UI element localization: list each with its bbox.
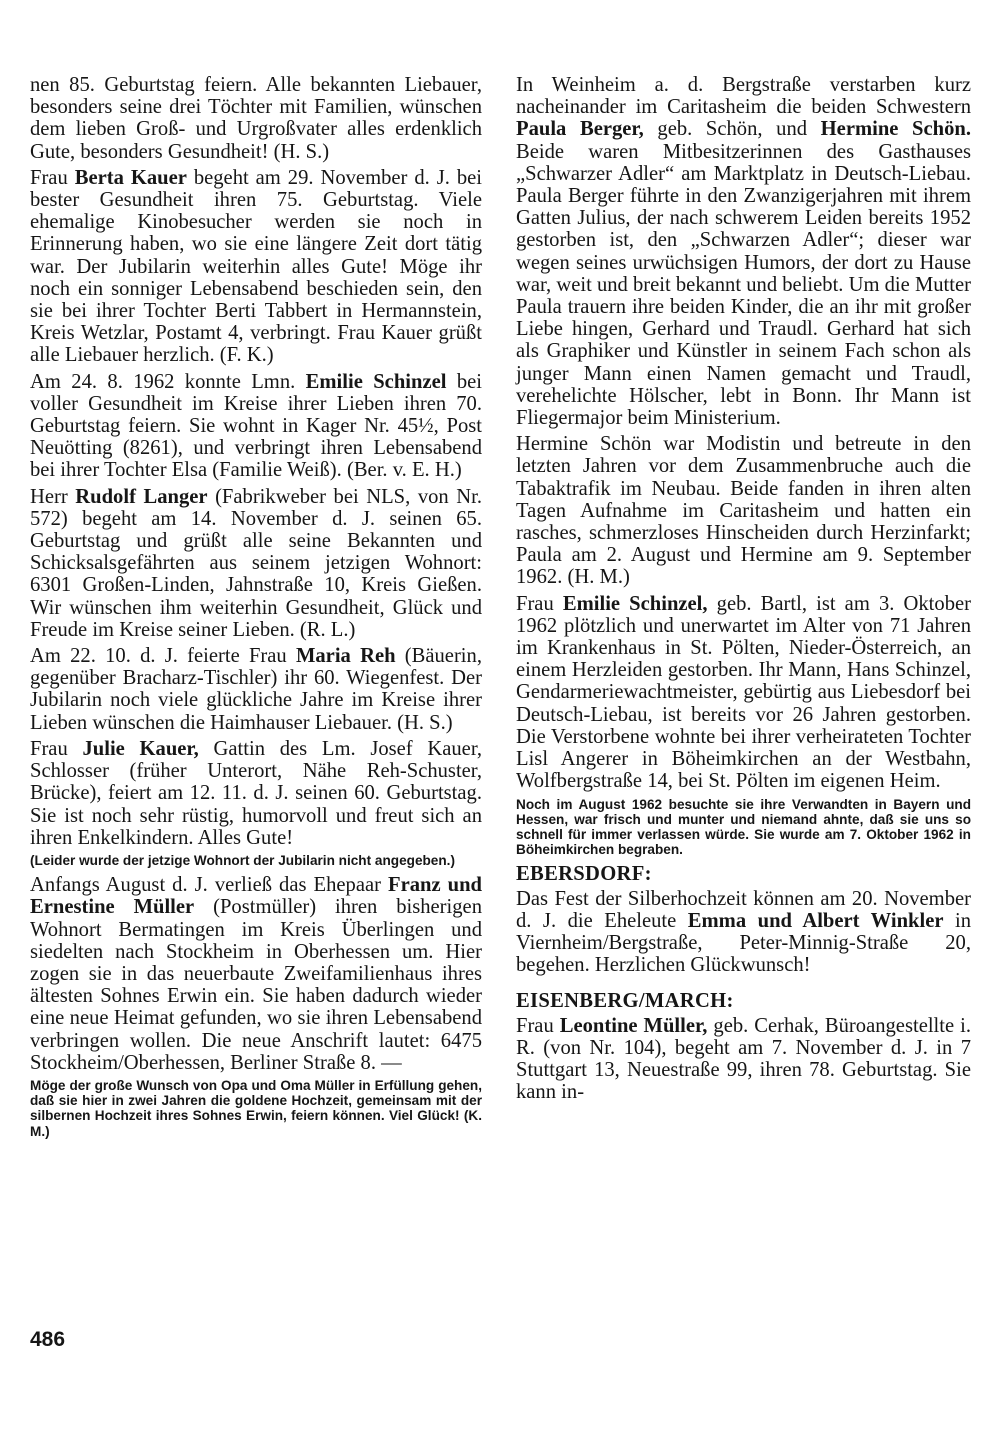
left-column (30, 74, 482, 1145)
paragraph-text: nen 85. Geburtstag feiern. Alle bekannten Liebauer, besonders seine drei Töchter mit Familien, wünschen dem lieben Groß- und Urgroßvater alles erdenklich Gute, besonders Gesundheit! (H. S.) (30, 74, 482, 163)
person-name: Paula Berger, (516, 118, 644, 141)
section-heading-ebersdorf: EBERSDORF: (516, 863, 652, 886)
paragraph-text: bei voller Gesundheit im Kreise ihrer Lieben ihren 70. Geburtstag feiern. Sie wohnt in Kager Nr. 45½, Post Neuötting (8261), und verbringt ihren Lebensabend bei ihrer Tochter Elsa (Familie Weiß). (Ber. v. E. H.) (30, 370, 483, 482)
paragraph-text: Beide waren Mitbesitzerinnen des Gasthauses „Schwarzer Adler“ am Marktplatz in Deutsch-Liebau. Paula Berger führte in den Zwanzigerjahren mit ihrem Gatten Julius, der nach schwerem Leiden bereits 1952 gestorben ist, den „Schwarzen Adler“; dieser war wegen seines urwüchsigen Humors, der dort zu Hause war, weit und breit bekannt und beliebt. Um die Mutter Paula trauern ihre beiden Kinder, die an ihr mit großer Liebe hingen, Gerhard und Traudl. Gerhard hat sich als Graphiker und Künstler in seinem Fach schon als junger Mann einen Namen gemacht und Traudl, verehelichte Hölscher, lebt in Bonn. Ihr Mann ist Fliegermajor beim Ministerium. (516, 140, 971, 430)
person-name: Hermine Schön. (820, 118, 971, 141)
article-paragraph (516, 1015, 971, 1104)
person-name: Rudolf Langer (75, 485, 208, 508)
paragraph-text: (Postmüller) ihren bisherigen Wohnort Bermatingen im Kreis Überlingen und siedelten nach Stockheim in Oberhessen um. Hier zogen sie in das neuerbaute Zweifamilienhaus ihres ältesten Sohnes Erwin ein. Sie haben dadurch wieder eine neue Heimat gefunden, wo sie ihren Lebensabend verbringen wollen. Die neue Anschrift lautet: 6475 Stockheim/Oberhessen, Berliner Straße 8. — (30, 896, 482, 1074)
article-paragraph (30, 486, 482, 641)
paragraph-text: geb. Cerhak, Büroangestellte i. R. (von Nr. 104), begeht am 7. November d. J. in 7 Stuttgart 13, Neuestraße 99, ihren 78. Geburtstag. Sie kann in- (516, 1014, 971, 1104)
small-print-note: Noch im August 1962 besuchte sie ihre Verwandten in Bayern und Hessen, war frisch und munter und niemand ahnte, daß sie uns so schnell für immer verlassen würde. Sie wurde am 7. Oktober 1962 in Böheimkirchen begraben. (516, 796, 971, 858)
article-paragraph (516, 74, 971, 429)
paragraph-text: Das Fest der Silberhochzeit können am 20. November d. J. die Eheleute (516, 887, 971, 932)
paragraph-text: Anfangs August d. J. verließ das Ehepaar (30, 874, 388, 897)
paragraph-text: Frau (516, 1014, 560, 1037)
paragraph-text: Hermine Schön war Modistin und betreute in den letzten Jahren vor dem Zusammenbruche auch die Tabaktrafik im Neubau. Beide fanden in ihren alten Tagen Aufnahme im Caritasheim und hatten ein rasches, schmerzloses Hinscheiden durch Herzinfarkt; Paula am 2. August und Hermine am 9. September 1962. (H. M.) (516, 433, 971, 589)
paragraph-text: Frau (30, 166, 75, 189)
paragraph-text: (Bäuerin, gegenüber Bracharz-Tischler) ihr 60. Wiegenfest. Der Jubilarin noch viele glückliche Jahre im Kreise ihrer Lieben wünschen die Haimhauser Liebauer. (H. S.) (30, 645, 482, 734)
right-column (516, 74, 971, 1107)
person-name: Leontine Müller, (559, 1014, 708, 1037)
article-paragraph (30, 167, 482, 367)
person-name: Emma und Albert Winkler (687, 909, 944, 932)
person-name: Maria Reh (295, 645, 396, 668)
small-print-note: Möge der große Wunsch von Opa und Oma Müller in Erfüllung gehen, daß sie hier in zwei Jahren die goldene Hochzeit, gemeinsam mit der silbernen Hochzeit ihres Sohnes Erwin, feiern können. Viel Glück! (K. M.) (30, 1077, 482, 1139)
section-heading-eisenberg: EISENBERG/MARCH: (516, 990, 734, 1013)
paragraph-text: Frau (30, 737, 83, 760)
small-print-note: (Leider wurde der jetzige Wohnort der Jubilarin nicht angegeben.) (30, 852, 455, 868)
paragraph-text: Am 24. 8. 1962 konnte Lmn. (30, 370, 306, 393)
article-paragraph (30, 738, 482, 849)
paragraph-text: In Weinheim a. d. Bergstraße verstarben kurz nacheinander im Caritasheim die beiden Schwestern (516, 74, 971, 119)
article-paragraph (30, 371, 482, 482)
paragraph-text: Herr (30, 485, 76, 508)
page-number: 486 (30, 1328, 66, 1351)
paragraph-text: Am 22. 10. d. J. feierte Frau (30, 645, 296, 668)
article-paragraph (516, 433, 971, 588)
article-paragraph (30, 645, 482, 734)
paragraph-text: Frau (516, 592, 563, 615)
article-paragraph (30, 74, 482, 163)
paragraph-text: geb. Bartl, ist am 3. Oktober 1962 plötzlich und unerwartet im Alter von 71 Jahren im Krankenhaus in St. Pölten, Nieder-Österreich, an einem Herzleiden gestorben. Ihr Mann, Hans Schinzel, Gendarmeriewachtmeister, gebürtig aus Liebesdorf bei Deutsch-Liebau, ist bereits vor 26 Jahren gestorben. Die Verstorbene wohnte bei ihrer verheirateten Tochter Lisl Angerer in Böheimkirchen an der Westbahn, Wolfbergstraße 14, bei St. Pölten im eigenen Heim. (516, 592, 971, 793)
person-name: Emilie Schinzel (305, 370, 447, 393)
paragraph-text: begeht am 29. November d. J. bei bester Gesundheit ihren 75. Geburtstag. Viele ehemalige Kinobesucher werden sie noch in Erinnerung haben, wo sie eine längere Zeit dort tätig war. Der Jubilarin weiterhin alles Gute! Möge ihr noch ein sonniger Lebensabend beschieden sein, den sie bei ihrer Tochter Berti Tabbert in Hermannstein, Kreis Wetzlar, Postamt 4, verbringt. Frau Kauer grüßt alle Liebauer herzlich. (F. K.) (30, 166, 482, 367)
article-paragraph (30, 874, 482, 1074)
article-paragraph (516, 593, 971, 793)
person-name: Franz und Ernestine Müller (30, 874, 482, 919)
paragraph-text: in Viernheim/Bergstraße, Peter-Minnig-Straße 20, begehen. Herzlichen Glückwunsch! (516, 909, 971, 977)
article-paragraph (516, 888, 971, 977)
person-name: Julie Kauer, (82, 737, 199, 760)
person-name: Emilie Schinzel, (562, 592, 708, 615)
paragraph-text: Gattin des Lm. Josef Kauer, Schlosser (früher Unterort, Nähe Reh-Schuster, Brücke), feiert am 12. 11. d. J. seinen 60. Geburtstag. Sie ist noch sehr rüstig, humorvoll und freut sich an ihren Enkelkindern. Alles Gute! (30, 737, 482, 849)
paragraph-text: (Fabrikweber bei NLS, von Nr. 572) begeht am 14. November d. J. seinen 65. Geburtstag und grüßt alle seine Bekannten und Schicksalsgefährten aus seinem jetzigen Wohnort: 6301 Großen-Linden, Jahnstraße 10, Kreis Gießen. Wir wünschen ihm weiterhin Gesundheit, Glück und Freude im Kreise seiner Lieben. (R. L.) (30, 485, 482, 641)
person-name: Berta Kauer (74, 166, 187, 189)
paragraph-text: geb. Schön, und (643, 118, 821, 141)
